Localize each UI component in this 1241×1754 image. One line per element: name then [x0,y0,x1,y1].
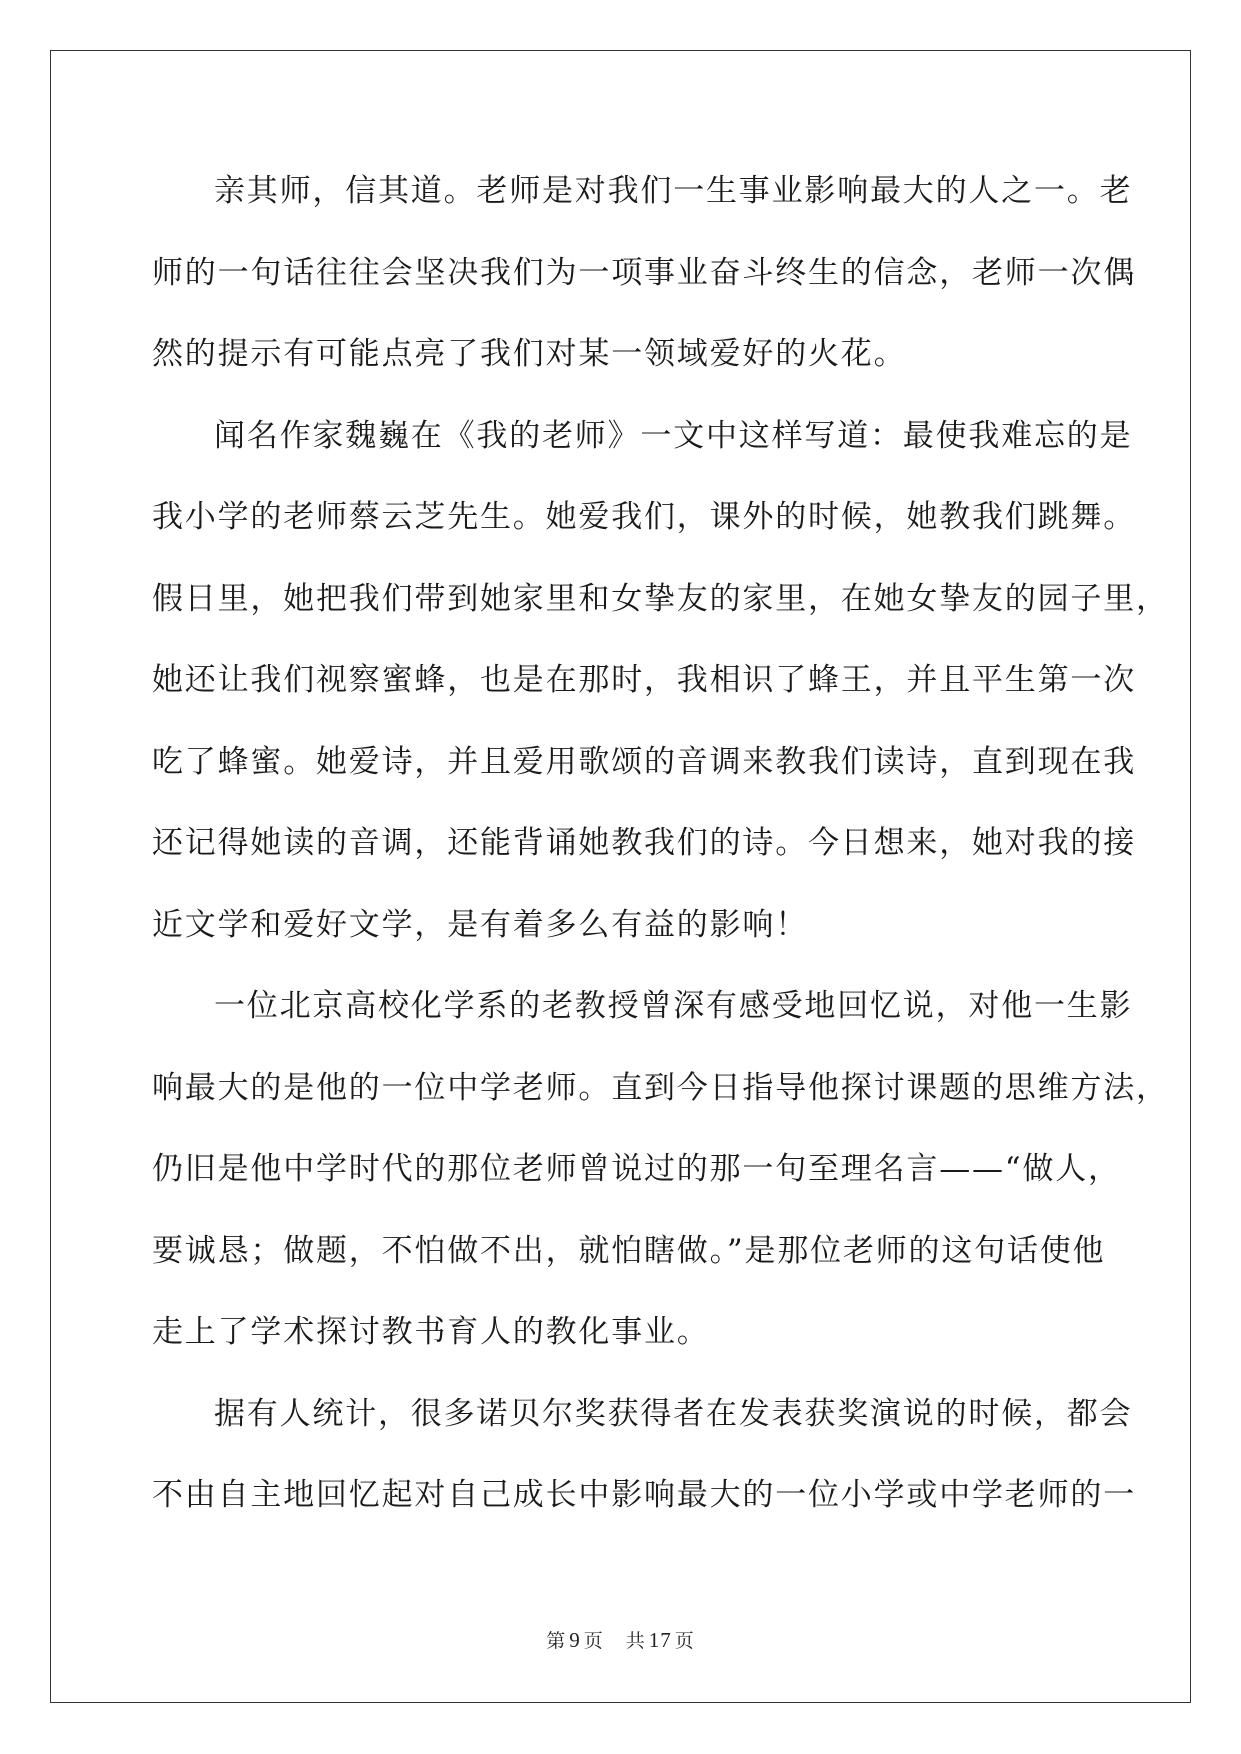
text-line-17: 不由自主地回忆起对自己成长中影响最大的一位小学或中学老师的一 [152,1477,1136,1513]
text-line-6: 假日里，她把我们带到她家里和女挚友的家里，在她女挚友的园子里， [152,580,1169,617]
text-line-15: 走上了学术探讨教书育人的教化事业。 [152,1314,710,1350]
text-line-1: 亲其师，信其道。老师是对我们一生事业影响最大的人之一。老 [214,173,1133,209]
footer-total-prefix: 共 [625,1630,646,1652]
text-line-4: 闻名作家魏巍在《我的老师》一文中这样写道：最使我难忘的是 [214,417,1133,454]
text-line-3: 然的提示有可能点亮了我们对某一领域爱好的火花。 [152,336,907,372]
text-line-14: 要诚恳；做题，不怕做不出，就怕瞎做。”是那位老师的这句话使他 [152,1232,1106,1269]
page-footer [0,1626,1241,1653]
document-body [152,160,1169,1546]
footer-total-suffix: 页 [674,1630,695,1652]
text-line-10: 近文学和爱好文学，是有着多么有益的影响！ [152,906,808,943]
footer-page-word: 页 [583,1630,604,1652]
total-pages-number: 17 [648,1628,672,1652]
text-line-16: 据有人统计，很多诺贝尔奖获得者在发表获奖演说的时候，都会 [214,1395,1133,1432]
current-page-number: 9 [569,1628,581,1652]
text-line-5: 我小学的老师蔡云芝先生。她爱我们，课外的时候，她教我们跳舞。 [152,499,1136,535]
footer-prefix: 第 [546,1630,567,1652]
text-line-8: 吃了蜂蜜。她爱诗，并且爱用歌颂的音调来教我们读诗，直到现在我 [152,743,1136,780]
text-line-9: 还记得她读的音调，还能背诵她教我们的诗。今日想来，她对我的接 [152,825,1136,861]
text-line-13: 仍旧是他中学时代的那位老师曾说过的那一句至理名言——“做人， [152,1151,1121,1187]
text-line-12: 响最大的是他的一位中学老师。直到今日指导他探讨课题的思维方法， [152,1069,1169,1106]
text-line-11: 一位北京高校化学系的老教授曾深有感受地回忆说，对他一生影 [214,988,1133,1024]
text-line-2: 师的一句话往往会坚决我们为一项事业奋斗终生的信念，老师一次偶 [152,254,1136,291]
text-line-7: 她还让我们视察蜜蜂，也是在那时，我相识了蜂王，并且平生第一次 [152,662,1136,698]
